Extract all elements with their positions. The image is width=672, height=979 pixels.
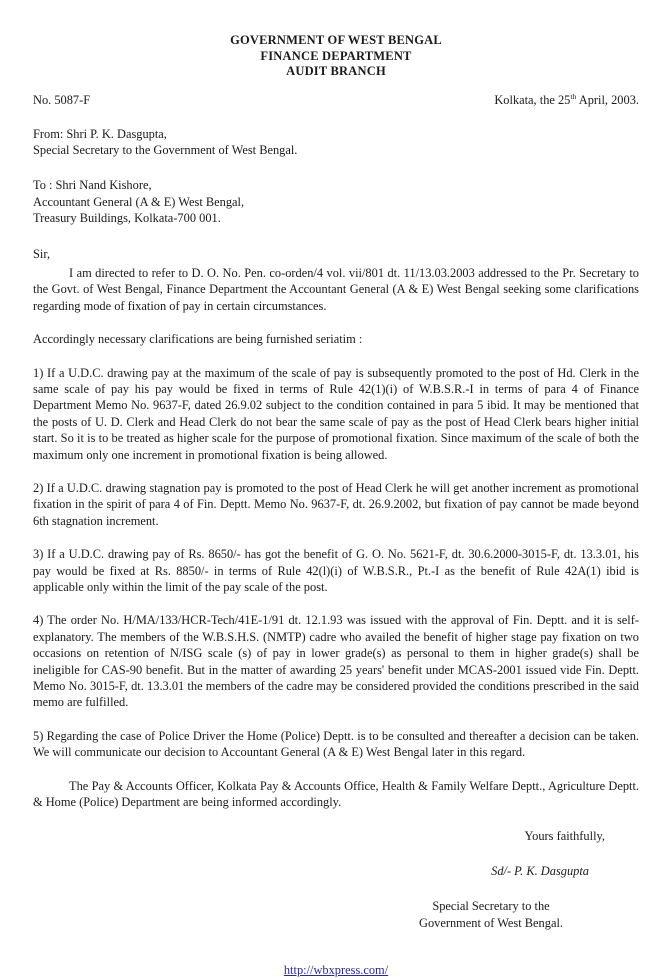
- signatory-designation: [33, 898, 639, 931]
- intro-paragraph: I am directed to refer to D. O. No. Pen. co-orden/4 vol. vii/801 dt. 11/13.03.2003 addressed to the Pr. Secretary to the Govt. of West Bengal, Finance Department the Accountant General (A & E) West Bengal seeking some clarifications regarding mode of fixation of pay in certain circumstances.: [33, 265, 639, 313]
- informed-paragraph: The Pay & Accounts Officer, Kolkata Pay & Accounts Office, Health & Family Welfare Deptt., Agriculture Deptt. & Home (Police) Department are being informed accordingly.: [33, 778, 639, 810]
- salutation: Sir,: [33, 246, 51, 261]
- signature-line: Sd/- P. K. Dasgupta: [491, 863, 589, 878]
- clause-paragraph-4: 4) The order No. H/MA/133/HCR-Tech/41E-1/91 dt. 12.1.93 was issued with the approval of Fin. Deptt. and it is self-explanatory. The members of the W.B.S.H.S. (NMTP) cadre who availed the benefit of higher stage pay fixation on two occasions on retention of N/ISG scale (s) of pay in lower grade(s) as personal to them in higher grade(s) shall be ineligible for CAS-90 benefit. But in the matter of awarding 25 years' benefit under MCAS-2001 issued vide Fin. Deptt. Memo No. 3015-F, dt. 13.3.01 the members of the cadre may be considered provided the conditions prescribed in the said memo are fulfilled.: [33, 613, 639, 710]
- memo-number: No. 5087-F: [33, 92, 91, 107]
- yours-faithfully: Yours faithfully,: [524, 828, 605, 843]
- to-block: [33, 177, 639, 226]
- place-and-date: [494, 93, 639, 108]
- to-line-name: To : Shri Nand Kishore,: [33, 178, 152, 193]
- to-line-address: Treasury Buildings, Kolkata-700 001.: [33, 211, 221, 226]
- to-line-office: Accountant General (A & E) West Bengal,: [33, 194, 245, 209]
- designation-line-2: Government of West Bengal.: [419, 915, 563, 930]
- from-line-name: From: Shri P. K. Dasgupta,: [33, 126, 167, 141]
- date-ordinal-suffix: th: [570, 91, 577, 101]
- footer: [33, 961, 639, 979]
- place-date-prefix: Kolkata, the 25: [494, 92, 571, 107]
- clause-paragraph-5: 5) Regarding the case of Police Driver the Home (Police) Deptt. is to be consulted and thereafter a decision can be taken. We will communicate our decision to Accountant General (A & E) West Bengal later in this regard.: [33, 728, 639, 760]
- designation-line-1: Special Secretary to the: [432, 899, 550, 914]
- clause-paragraph-2: 2) If a U.D.C. drawing stagnation pay is promoted to the post of Head Clerk he will get another increment as promotional fixation in the spirit of para 4 of Fin. Deptt. Memo No. 9637-F, dt. 26.9.2002, but fixation of pay cannot be made beyond 6th stagnation increment.: [33, 481, 639, 528]
- letterhead: [33, 0, 639, 80]
- clause-paragraph-1: 1) If a U.D.C. drawing pay at the maximum of the scale of pay is subsequently promoted to the post of Hd. Clerk in the same scale of pay his pay would be fixed in terms of Rule 42(1)(i) of W.B.S.R.-I in terms of para 4 of Finance Department Memo No. 9637-F, dated 26.9.02 subject to the condition contained in para 5 ibid. It may be mentioned that the posts of U. D. Clerk and Head Clerk do not bear the same scale of pay as the post of Head Clerk bears higher initial start. So it is to be treated as higher scale for the purpose of promotional fixation. Since maximum of the scale of both the maximum only one increment in promotional fixation is being allowed.: [33, 365, 639, 462]
- accordingly-paragraph: Accordingly necessary clarifications are being furnished seriatim :: [33, 332, 363, 347]
- letterhead-line-government: GOVERNMENT OF WEST BENGAL: [230, 33, 442, 47]
- from-block: [33, 126, 639, 159]
- reference-row: [33, 93, 639, 108]
- place-date-suffix: April, 2003.: [576, 92, 639, 107]
- letterhead-line-branch: AUDIT BRANCH: [286, 64, 386, 78]
- letterhead-line-department: FINANCE DEPARTMENT: [260, 48, 412, 63]
- from-line-designation: Special Secretary to the Government of West Bengal.: [33, 142, 298, 157]
- wbxpress-source-link[interactable]: http://wbxpress.com/: [283, 963, 389, 978]
- clause-paragraph-3: 3) If a U.D.C. drawing pay of Rs. 8650/- has got the benefit of G. O. No. 5621-F, dt. 30.6.2000-3015-F, dt. 13.3.01, his pay would be fixed at Rs. 8850/- in terms of Rule 42(l)(i) of W.B.S.R., Pt.-I as the benefit of Rule 42A(1) ibid is applicable only within the limit of the pay scale of the post.: [33, 547, 639, 595]
